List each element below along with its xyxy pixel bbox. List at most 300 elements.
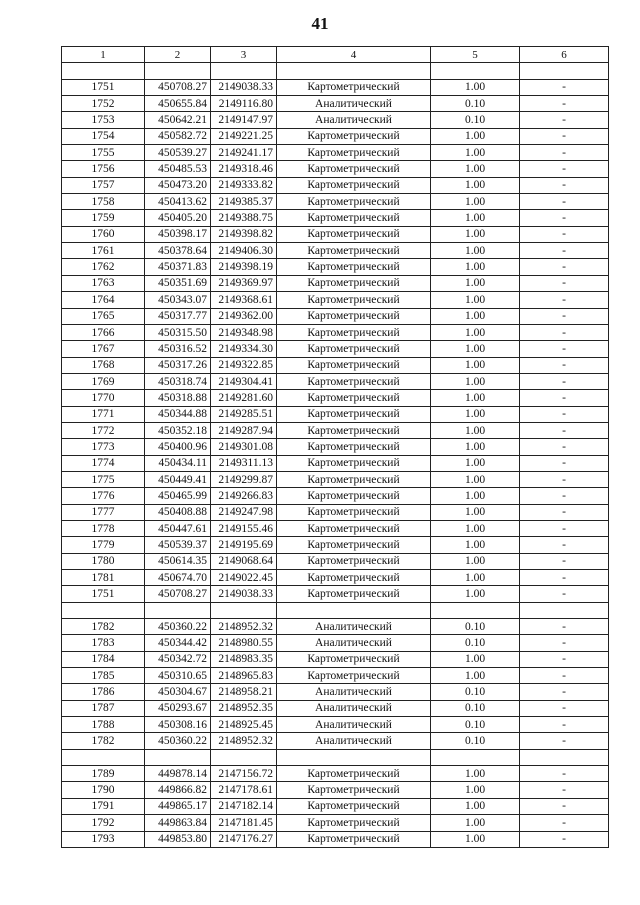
note-cell: - bbox=[520, 619, 609, 635]
coord-x-cell: 450310.65 bbox=[145, 668, 211, 684]
coord-y-cell: 2148983.35 bbox=[211, 651, 277, 667]
note-cell: - bbox=[520, 177, 609, 193]
point-number-cell: 1779 bbox=[62, 537, 145, 553]
blank-cell bbox=[211, 749, 277, 765]
coord-x-cell: 449853.80 bbox=[145, 831, 211, 847]
point-number-cell: 1754 bbox=[62, 128, 145, 144]
coord-y-cell: 2149369.97 bbox=[211, 275, 277, 291]
coord-y-cell: 2148965.83 bbox=[211, 668, 277, 684]
point-number-cell: 1787 bbox=[62, 700, 145, 716]
point-number-cell: 1755 bbox=[62, 145, 145, 161]
accuracy-cell: 1.00 bbox=[431, 259, 520, 275]
note-cell: - bbox=[520, 798, 609, 814]
note-cell: - bbox=[520, 243, 609, 259]
accuracy-cell: 1.00 bbox=[431, 292, 520, 308]
header-cell-5: 5 bbox=[431, 47, 520, 63]
accuracy-cell: 1.00 bbox=[431, 553, 520, 569]
method-cell: Картометрический bbox=[277, 226, 431, 242]
point-number-cell: 1770 bbox=[62, 390, 145, 406]
note-cell: - bbox=[520, 79, 609, 95]
method-cell: Картометрический bbox=[277, 520, 431, 536]
accuracy-cell: 0.10 bbox=[431, 717, 520, 733]
point-number-cell: 1777 bbox=[62, 504, 145, 520]
table-row bbox=[62, 668, 609, 684]
note-cell: - bbox=[520, 275, 609, 291]
method-cell: Картометрический bbox=[277, 177, 431, 193]
accuracy-cell: 0.10 bbox=[431, 96, 520, 112]
coord-y-cell: 2149247.98 bbox=[211, 504, 277, 520]
table-header-row bbox=[62, 47, 609, 63]
coord-y-cell: 2149147.97 bbox=[211, 112, 277, 128]
note-cell: - bbox=[520, 161, 609, 177]
coord-x-cell: 450315.50 bbox=[145, 324, 211, 340]
header-cell-1: 1 bbox=[62, 47, 145, 63]
accuracy-cell: 1.00 bbox=[431, 275, 520, 291]
point-number-cell: 1761 bbox=[62, 243, 145, 259]
coord-x-cell: 450344.88 bbox=[145, 406, 211, 422]
coord-y-cell: 2149221.25 bbox=[211, 128, 277, 144]
coord-y-cell: 2149301.08 bbox=[211, 439, 277, 455]
accuracy-cell: 0.10 bbox=[431, 112, 520, 128]
accuracy-cell: 1.00 bbox=[431, 537, 520, 553]
accuracy-cell: 1.00 bbox=[431, 194, 520, 210]
point-number-cell: 1788 bbox=[62, 717, 145, 733]
point-number-cell: 1793 bbox=[62, 831, 145, 847]
coord-x-cell: 450344.42 bbox=[145, 635, 211, 651]
accuracy-cell: 1.00 bbox=[431, 243, 520, 259]
table-row bbox=[62, 733, 609, 749]
table-row bbox=[62, 243, 609, 259]
point-number-cell: 1789 bbox=[62, 766, 145, 782]
point-number-cell: 1782 bbox=[62, 619, 145, 635]
table-row bbox=[62, 194, 609, 210]
method-cell: Картометрический bbox=[277, 504, 431, 520]
method-cell: Картометрический bbox=[277, 455, 431, 471]
method-cell: Картометрический bbox=[277, 275, 431, 291]
coord-x-cell: 450398.17 bbox=[145, 226, 211, 242]
coord-y-cell: 2147178.61 bbox=[211, 782, 277, 798]
coord-y-cell: 2147156.72 bbox=[211, 766, 277, 782]
coord-y-cell: 2149116.80 bbox=[211, 96, 277, 112]
note-cell: - bbox=[520, 308, 609, 324]
note-cell: - bbox=[520, 422, 609, 438]
coord-y-cell: 2148980.55 bbox=[211, 635, 277, 651]
table-row bbox=[62, 553, 609, 569]
accuracy-cell: 1.00 bbox=[431, 471, 520, 487]
accuracy-cell: 1.00 bbox=[431, 406, 520, 422]
method-cell: Картометрический bbox=[277, 194, 431, 210]
note-cell: - bbox=[520, 504, 609, 520]
note-cell: - bbox=[520, 815, 609, 831]
note-cell: - bbox=[520, 733, 609, 749]
accuracy-cell: 1.00 bbox=[431, 439, 520, 455]
accuracy-cell: 1.00 bbox=[431, 145, 520, 161]
blank-cell bbox=[145, 63, 211, 79]
note-cell: - bbox=[520, 831, 609, 847]
note-cell: - bbox=[520, 553, 609, 569]
note-cell: - bbox=[520, 684, 609, 700]
accuracy-cell: 0.10 bbox=[431, 684, 520, 700]
coord-y-cell: 2149022.45 bbox=[211, 570, 277, 586]
note-cell: - bbox=[520, 210, 609, 226]
coord-x-cell: 449863.84 bbox=[145, 815, 211, 831]
accuracy-cell: 0.10 bbox=[431, 635, 520, 651]
table-row bbox=[62, 471, 609, 487]
coord-x-cell: 450318.74 bbox=[145, 373, 211, 389]
table-row bbox=[62, 651, 609, 667]
blank-cell bbox=[62, 749, 145, 765]
table-row bbox=[62, 79, 609, 95]
coord-y-cell: 2148952.32 bbox=[211, 733, 277, 749]
coord-y-cell: 2149285.51 bbox=[211, 406, 277, 422]
table-row bbox=[62, 700, 609, 716]
table-row bbox=[62, 406, 609, 422]
coord-x-cell: 450304.67 bbox=[145, 684, 211, 700]
coord-x-cell: 450343.07 bbox=[145, 292, 211, 308]
point-number-cell: 1792 bbox=[62, 815, 145, 831]
accuracy-cell: 1.00 bbox=[431, 520, 520, 536]
table-row bbox=[62, 766, 609, 782]
method-cell: Картометрический bbox=[277, 128, 431, 144]
blank-cell bbox=[277, 63, 431, 79]
table-row bbox=[62, 177, 609, 193]
table-row bbox=[62, 390, 609, 406]
accuracy-cell: 1.00 bbox=[431, 210, 520, 226]
coord-y-cell: 2147181.45 bbox=[211, 815, 277, 831]
accuracy-cell: 0.10 bbox=[431, 733, 520, 749]
method-cell: Картометрический bbox=[277, 668, 431, 684]
accuracy-cell: 1.00 bbox=[431, 504, 520, 520]
point-number-cell: 1791 bbox=[62, 798, 145, 814]
accuracy-cell: 1.00 bbox=[431, 570, 520, 586]
note-cell: - bbox=[520, 520, 609, 536]
method-cell: Картометрический bbox=[277, 145, 431, 161]
point-number-cell: 1772 bbox=[62, 422, 145, 438]
method-cell: Аналитический bbox=[277, 112, 431, 128]
table-row bbox=[62, 128, 609, 144]
point-number-cell: 1781 bbox=[62, 570, 145, 586]
accuracy-cell: 1.00 bbox=[431, 586, 520, 602]
coord-y-cell: 2149368.61 bbox=[211, 292, 277, 308]
accuracy-cell: 1.00 bbox=[431, 324, 520, 340]
method-cell: Картометрический bbox=[277, 488, 431, 504]
accuracy-cell: 1.00 bbox=[431, 782, 520, 798]
method-cell: Картометрический bbox=[277, 292, 431, 308]
table-row bbox=[62, 717, 609, 733]
table-row bbox=[62, 373, 609, 389]
coord-y-cell: 2149038.33 bbox=[211, 586, 277, 602]
point-number-cell: 1751 bbox=[62, 586, 145, 602]
coord-y-cell: 2149398.19 bbox=[211, 259, 277, 275]
note-cell: - bbox=[520, 390, 609, 406]
table-row bbox=[62, 570, 609, 586]
point-number-cell: 1782 bbox=[62, 733, 145, 749]
coord-x-cell: 450447.61 bbox=[145, 520, 211, 536]
method-cell: Аналитический bbox=[277, 700, 431, 716]
accuracy-cell: 1.00 bbox=[431, 128, 520, 144]
accuracy-cell: 1.00 bbox=[431, 79, 520, 95]
accuracy-cell: 1.00 bbox=[431, 226, 520, 242]
table-row bbox=[62, 226, 609, 242]
point-number-cell: 1776 bbox=[62, 488, 145, 504]
table-row bbox=[62, 145, 609, 161]
method-cell: Картометрический bbox=[277, 766, 431, 782]
accuracy-cell: 0.10 bbox=[431, 619, 520, 635]
point-number-cell: 1765 bbox=[62, 308, 145, 324]
point-number-cell: 1759 bbox=[62, 210, 145, 226]
method-cell: Картометрический bbox=[277, 161, 431, 177]
note-cell: - bbox=[520, 439, 609, 455]
note-cell: - bbox=[520, 586, 609, 602]
note-cell: - bbox=[520, 341, 609, 357]
method-cell: Картометрический bbox=[277, 586, 431, 602]
point-number-cell: 1769 bbox=[62, 373, 145, 389]
method-cell: Картометрический bbox=[277, 308, 431, 324]
coord-y-cell: 2149281.60 bbox=[211, 390, 277, 406]
coord-y-cell: 2149406.30 bbox=[211, 243, 277, 259]
coordinates-table bbox=[61, 46, 609, 848]
coord-y-cell: 2149318.46 bbox=[211, 161, 277, 177]
table-row bbox=[62, 324, 609, 340]
accuracy-cell: 1.00 bbox=[431, 488, 520, 504]
note-cell: - bbox=[520, 373, 609, 389]
coord-x-cell: 450405.20 bbox=[145, 210, 211, 226]
blank-separator-row bbox=[62, 63, 609, 79]
coord-x-cell: 450318.88 bbox=[145, 390, 211, 406]
accuracy-cell: 1.00 bbox=[431, 390, 520, 406]
coord-y-cell: 2149311.13 bbox=[211, 455, 277, 471]
point-number-cell: 1763 bbox=[62, 275, 145, 291]
note-cell: - bbox=[520, 145, 609, 161]
note-cell: - bbox=[520, 700, 609, 716]
coord-x-cell: 450317.77 bbox=[145, 308, 211, 324]
point-number-cell: 1784 bbox=[62, 651, 145, 667]
point-number-cell: 1790 bbox=[62, 782, 145, 798]
method-cell: Аналитический bbox=[277, 619, 431, 635]
header-cell-2: 2 bbox=[145, 47, 211, 63]
method-cell: Картометрический bbox=[277, 782, 431, 798]
accuracy-cell: 1.00 bbox=[431, 766, 520, 782]
coord-y-cell: 2149322.85 bbox=[211, 357, 277, 373]
coord-x-cell: 450293.67 bbox=[145, 700, 211, 716]
coord-y-cell: 2148952.32 bbox=[211, 619, 277, 635]
table-row bbox=[62, 619, 609, 635]
header-cell-6: 6 bbox=[520, 47, 609, 63]
point-number-cell: 1775 bbox=[62, 471, 145, 487]
coord-y-cell: 2149333.82 bbox=[211, 177, 277, 193]
method-cell: Картометрический bbox=[277, 259, 431, 275]
coord-x-cell: 450582.72 bbox=[145, 128, 211, 144]
coord-x-cell: 450378.64 bbox=[145, 243, 211, 259]
coord-y-cell: 2148958.21 bbox=[211, 684, 277, 700]
coord-x-cell: 450413.62 bbox=[145, 194, 211, 210]
method-cell: Картометрический bbox=[277, 422, 431, 438]
method-cell: Картометрический bbox=[277, 357, 431, 373]
accuracy-cell: 1.00 bbox=[431, 815, 520, 831]
note-cell: - bbox=[520, 112, 609, 128]
table-row bbox=[62, 684, 609, 700]
point-number-cell: 1768 bbox=[62, 357, 145, 373]
page-number: 41 bbox=[311, 14, 329, 33]
blank-cell bbox=[277, 602, 431, 618]
table-row bbox=[62, 422, 609, 438]
coord-x-cell: 450465.99 bbox=[145, 488, 211, 504]
point-number-cell: 1756 bbox=[62, 161, 145, 177]
method-cell: Картометрический bbox=[277, 79, 431, 95]
accuracy-cell: 1.00 bbox=[431, 308, 520, 324]
blank-separator-row bbox=[62, 749, 609, 765]
note-cell: - bbox=[520, 226, 609, 242]
note-cell: - bbox=[520, 96, 609, 112]
table-row bbox=[62, 488, 609, 504]
point-number-cell: 1766 bbox=[62, 324, 145, 340]
note-cell: - bbox=[520, 471, 609, 487]
coord-y-cell: 2149155.46 bbox=[211, 520, 277, 536]
coord-y-cell: 2149362.00 bbox=[211, 308, 277, 324]
blank-cell bbox=[145, 602, 211, 618]
table-row bbox=[62, 586, 609, 602]
coord-y-cell: 2149195.69 bbox=[211, 537, 277, 553]
method-cell: Картометрический bbox=[277, 553, 431, 569]
method-cell: Картометрический bbox=[277, 815, 431, 831]
blank-cell bbox=[431, 63, 520, 79]
coord-x-cell: 450342.72 bbox=[145, 651, 211, 667]
table-row bbox=[62, 341, 609, 357]
method-cell: Картометрический bbox=[277, 243, 431, 259]
table-row bbox=[62, 308, 609, 324]
coord-x-cell: 450539.27 bbox=[145, 145, 211, 161]
coord-y-cell: 2147176.27 bbox=[211, 831, 277, 847]
method-cell: Картометрический bbox=[277, 406, 431, 422]
coord-x-cell: 449878.14 bbox=[145, 766, 211, 782]
blank-cell bbox=[62, 63, 145, 79]
method-cell: Аналитический bbox=[277, 96, 431, 112]
note-cell: - bbox=[520, 635, 609, 651]
accuracy-cell: 1.00 bbox=[431, 455, 520, 471]
point-number-cell: 1783 bbox=[62, 635, 145, 651]
note-cell: - bbox=[520, 537, 609, 553]
coord-x-cell: 450408.88 bbox=[145, 504, 211, 520]
accuracy-cell: 1.00 bbox=[431, 798, 520, 814]
method-cell: Картометрический bbox=[277, 471, 431, 487]
point-number-cell: 1751 bbox=[62, 79, 145, 95]
table-row bbox=[62, 161, 609, 177]
method-cell: Аналитический bbox=[277, 635, 431, 651]
point-number-cell: 1757 bbox=[62, 177, 145, 193]
coord-y-cell: 2149348.98 bbox=[211, 324, 277, 340]
method-cell: Аналитический bbox=[277, 733, 431, 749]
point-number-cell: 1767 bbox=[62, 341, 145, 357]
table-row bbox=[62, 96, 609, 112]
blank-cell bbox=[145, 749, 211, 765]
accuracy-cell: 1.00 bbox=[431, 422, 520, 438]
table-row bbox=[62, 782, 609, 798]
coord-x-cell: 449866.82 bbox=[145, 782, 211, 798]
coord-x-cell: 450434.11 bbox=[145, 455, 211, 471]
table-row bbox=[62, 831, 609, 847]
blank-cell bbox=[431, 602, 520, 618]
blank-cell bbox=[211, 63, 277, 79]
coord-x-cell: 450352.18 bbox=[145, 422, 211, 438]
point-number-cell: 1786 bbox=[62, 684, 145, 700]
point-number-cell: 1771 bbox=[62, 406, 145, 422]
accuracy-cell: 1.00 bbox=[431, 341, 520, 357]
point-number-cell: 1785 bbox=[62, 668, 145, 684]
coord-x-cell: 450360.22 bbox=[145, 619, 211, 635]
method-cell: Аналитический bbox=[277, 717, 431, 733]
blank-cell bbox=[62, 602, 145, 618]
coord-y-cell: 2149385.37 bbox=[211, 194, 277, 210]
note-cell: - bbox=[520, 259, 609, 275]
coord-y-cell: 2149304.41 bbox=[211, 373, 277, 389]
note-cell: - bbox=[520, 651, 609, 667]
method-cell: Картометрический bbox=[277, 210, 431, 226]
table-row bbox=[62, 504, 609, 520]
coord-x-cell: 450317.26 bbox=[145, 357, 211, 373]
point-number-cell: 1774 bbox=[62, 455, 145, 471]
accuracy-cell: 0.10 bbox=[431, 700, 520, 716]
point-number-cell: 1778 bbox=[62, 520, 145, 536]
coord-x-cell: 450539.37 bbox=[145, 537, 211, 553]
note-cell: - bbox=[520, 717, 609, 733]
table-row bbox=[62, 815, 609, 831]
method-cell: Картометрический bbox=[277, 831, 431, 847]
note-cell: - bbox=[520, 570, 609, 586]
point-number-cell: 1752 bbox=[62, 96, 145, 112]
coord-x-cell: 450485.53 bbox=[145, 161, 211, 177]
note-cell: - bbox=[520, 488, 609, 504]
coord-y-cell: 2149287.94 bbox=[211, 422, 277, 438]
coord-y-cell: 2149241.17 bbox=[211, 145, 277, 161]
coord-y-cell: 2149299.87 bbox=[211, 471, 277, 487]
coord-y-cell: 2148952.35 bbox=[211, 700, 277, 716]
note-cell: - bbox=[520, 455, 609, 471]
note-cell: - bbox=[520, 668, 609, 684]
method-cell: Картометрический bbox=[277, 439, 431, 455]
accuracy-cell: 1.00 bbox=[431, 177, 520, 193]
method-cell: Картометрический bbox=[277, 537, 431, 553]
method-cell: Картометрический bbox=[277, 798, 431, 814]
note-cell: - bbox=[520, 766, 609, 782]
accuracy-cell: 1.00 bbox=[431, 668, 520, 684]
blank-cell bbox=[431, 749, 520, 765]
blank-cell bbox=[211, 602, 277, 618]
coord-y-cell: 2149398.82 bbox=[211, 226, 277, 242]
coord-x-cell: 450473.20 bbox=[145, 177, 211, 193]
coord-x-cell: 450316.52 bbox=[145, 341, 211, 357]
coord-y-cell: 2149068.64 bbox=[211, 553, 277, 569]
coord-x-cell: 450674.70 bbox=[145, 570, 211, 586]
blank-cell bbox=[277, 749, 431, 765]
table-row bbox=[62, 635, 609, 651]
note-cell: - bbox=[520, 194, 609, 210]
method-cell: Картометрический bbox=[277, 341, 431, 357]
coord-y-cell: 2147182.14 bbox=[211, 798, 277, 814]
method-cell: Картометрический bbox=[277, 651, 431, 667]
method-cell: Картометрический bbox=[277, 324, 431, 340]
blank-separator-row bbox=[62, 602, 609, 618]
method-cell: Картометрический bbox=[277, 373, 431, 389]
coord-y-cell: 2149266.83 bbox=[211, 488, 277, 504]
table-row bbox=[62, 357, 609, 373]
coord-y-cell: 2148925.45 bbox=[211, 717, 277, 733]
header-cell-3: 3 bbox=[211, 47, 277, 63]
note-cell: - bbox=[520, 292, 609, 308]
coord-x-cell: 450371.83 bbox=[145, 259, 211, 275]
accuracy-cell: 1.00 bbox=[431, 161, 520, 177]
note-cell: - bbox=[520, 128, 609, 144]
coord-x-cell: 450449.41 bbox=[145, 471, 211, 487]
